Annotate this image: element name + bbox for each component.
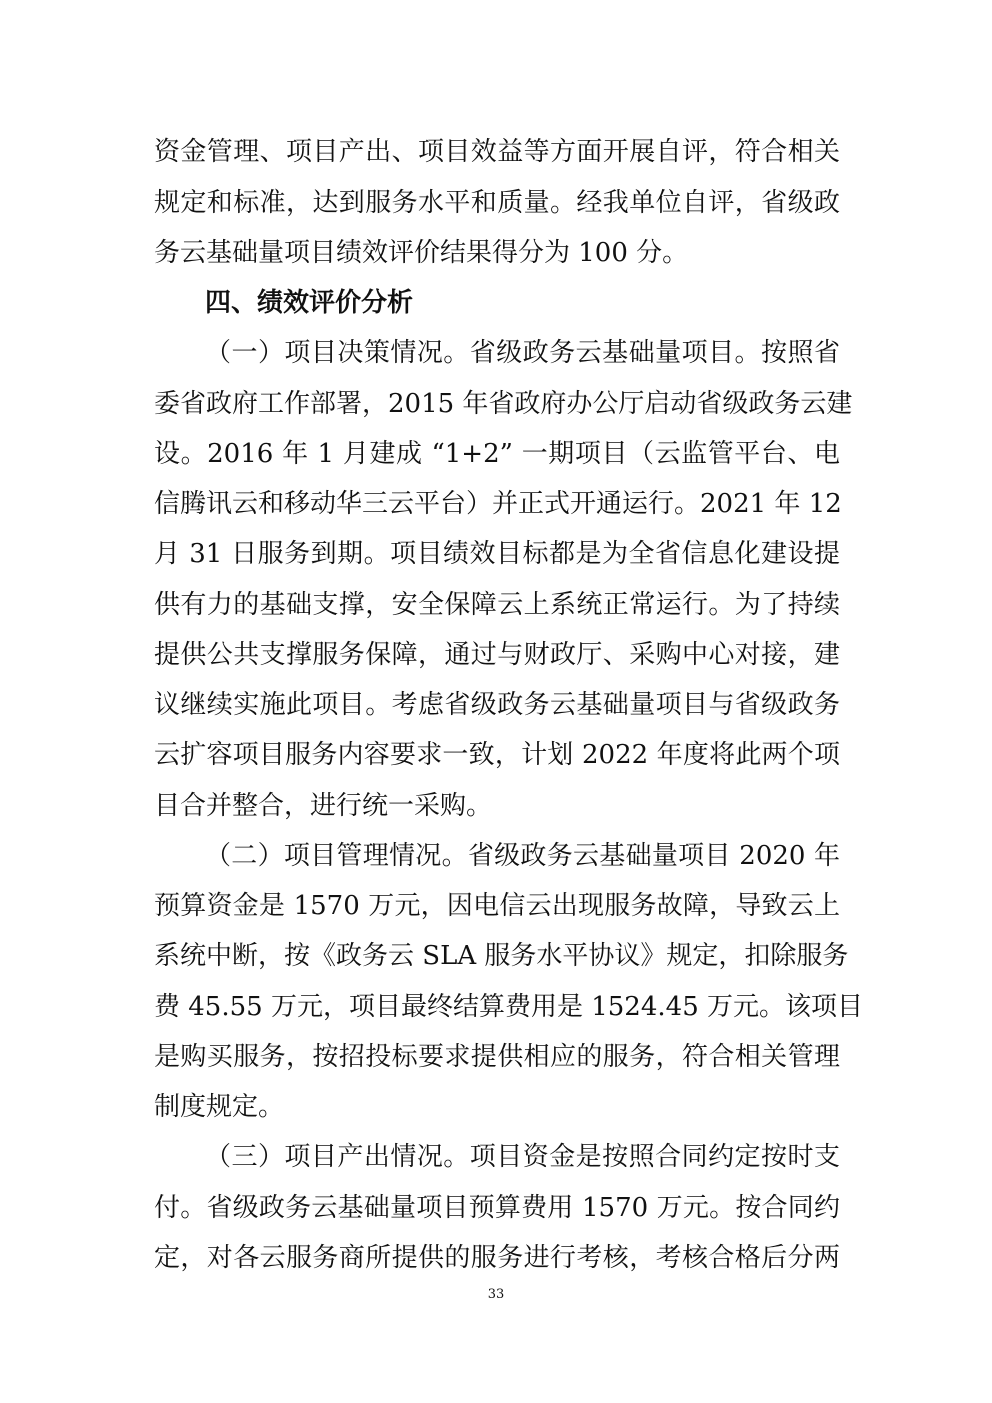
paragraph-line: 议继续实施此项目。考虑省级政务云基础量项目与省级政务 (154, 690, 840, 720)
paragraph-line: 设。2016 年 1 月建成 “1+2” 一期项目（云监管平台、电 (154, 439, 840, 469)
paragraph-line: 预算资金是 1570 万元，因电信云出现服务故障，导致云上 (154, 891, 840, 921)
paragraph-line: （二）项目管理情况。省级政务云基础量项目 2020 年 (205, 841, 840, 871)
paragraph-line: 付。省级政务云基础量项目预算费用 1570 万元。按合同约 (154, 1193, 840, 1223)
paragraph-line: 目合并整合，进行统一采购。 (154, 791, 493, 821)
paragraph-line: 规定和标准，达到服务水平和质量。经我单位自评，省级政 (154, 188, 840, 218)
paragraph-line: 信腾讯云和移动华三云平台）并正式开通运行。2021 年 12 (154, 489, 842, 519)
paragraph-line: 提供公共支撑服务保障，通过与财政厅、采购中心对接，建 (154, 640, 840, 670)
paragraph-line: 务云基础量项目绩效评价结果得分为 100 分。 (154, 238, 689, 268)
paragraph-line: （三）项目产出情况。项目资金是按照合同约定按时支 (205, 1142, 840, 1172)
paragraph-line: 制度规定。 (154, 1092, 285, 1122)
paragraph-line: 月 31 日服务到期。项目绩效目标都是为全省信息化建设提 (154, 539, 840, 569)
paragraph-line: 系统中断，按《政务云 SLA 服务水平协议》规定，扣除服务 (154, 941, 849, 971)
paragraph-line: 资金管理、项目产出、项目效益等方面开展自评，符合相关 (154, 137, 840, 167)
paragraph-line: 定，对各云服务商所提供的服务进行考核，考核合格后分两 (154, 1243, 840, 1273)
paragraph-line: 委省政府工作部署，2015 年省政府办公厅启动省级政务云建 (154, 389, 853, 419)
paragraph-line: 云扩容项目服务内容要求一致，计划 2022 年度将此两个项 (154, 740, 840, 770)
page-number: 33 (487, 1287, 505, 1302)
paragraph-line: 费 45.55 万元，项目最终结算费用是 1524.45 万元。该项目 (154, 992, 864, 1022)
paragraph-line: 是购买服务，按招投标要求提供相应的服务，符合相关管理 (154, 1042, 840, 1072)
paragraph-line: （一）项目决策情况。省级政务云基础量项目。按照省 (205, 338, 840, 368)
section-heading: 四、绩效评价分析 (205, 288, 414, 318)
paragraph-line: 供有力的基础支撑，安全保障云上系统正常运行。为了持续 (154, 590, 840, 620)
